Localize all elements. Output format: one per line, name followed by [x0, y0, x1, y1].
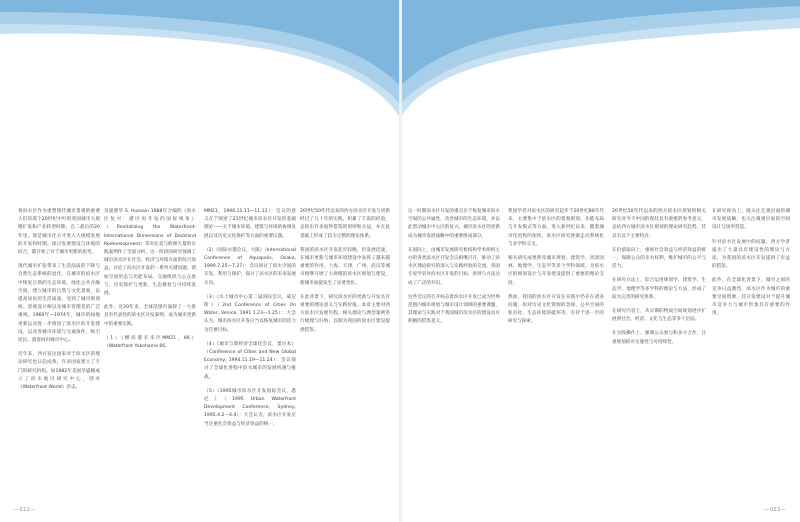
paragraph: 在研究视角上，既关注宏观层面的城市发展战略，也关注微观层面的空间设计与场所营造。 [712, 209, 790, 231]
right-page-column-2 [508, 208, 604, 498]
paragraph: 现代城市扩张带来了生活品质的下降与自然生态系统的退化，在城市的滨水区中恢复自然的生态环境，绿化公共开敞空间，建立城市的自然与文化景观，以提高居民的生活质量，受到了城市规划师、景观设计师以及城市管理者的广泛重视。1960年—1974年，城市的绿地更新运动进一步推进了滨水区的开发建设，以改善城市环境与交通条件，吸引居民、游客回归城市中心。 [18, 264, 100, 344]
paragraph: 在此背景下，研究滨水区的更新与开发具有重要的理论意义与实践价值。本章主要对西方滨水区发展历程、相关理论与典型案例进行梳理与归纳，以期为我国的滨水区建设提供借鉴。 [300, 294, 390, 333]
paragraph: 20世纪50年代以来的西方滨水区开发与更新经过了几十年的实践，积累了丰富的经验，总结出许多值得借鉴的原则和方法，并在此基础上形成了较为完整的理论体系。 [300, 209, 390, 239]
paragraph: 及爱德华 S. Hussain 1988年合编的《滨水区复兴：港区再开发的国际视角》（Revitalizing the Waterfront: International Dimensions of Dockland Redevelopment）等对北美与欧洲大量的实践案例作了全面分析。这一阶段的研究强调了城市滨水区在社会、经济与环境方面的综合效益，讨论了滨水区开发的一系列关键问题，诸如空间形态与功能布局、交通组织与公众参与、历史保护与更新、生态修复与可持续发展。 [104, 209, 196, 297]
paragraph: MM21，1996.11.11—11.12）：会议的意义在于阐述了21世纪城市滨水区开发的基础理论——关于城市环境、建筑与环境的协调发展以及历史文化保护等方面的重要议题。 [204, 209, 296, 239]
paragraph: 这一时期滨水区开发的重点在于恢复城市滨水空间的公共属性，改善城市的生态环境，并以此带动城市中心区的复兴。城市滨水区的更新成为城市发展战略中的重要组成部分。 [408, 209, 500, 239]
right-page-column-3 [612, 208, 706, 498]
paragraph: 近年来，西方发达国家对于滨水区的理论研究也日趋成熟，许多国家建立了专门的研究机构。如1982年美国华盛顿成立了滨水地区研究中心，创办《Waterfront World》杂志。 [18, 352, 100, 391]
paragraph: 将滨水区作为重塑现代城市景观的重要人们的那个20世纪中叶的英国城市大规模扩张和产业转型时期，自二战后的20年里，那是城市化方才进入大规模发展的开发和时期。探讨发展建设与环境的结合，都开始了对于城市更新的思考。 [18, 209, 100, 256]
paragraph: 我国的滨水区开发起步较晚，但发展迅速，在城市更新与城市环境建设中发挥了越来越重要的作用。上海、天津、广州、武汉等城市相继开展了大规模的滨水区规划与建设，使城市面貌发生了显著变化。 [300, 247, 390, 286]
page-number-value: 022 [19, 507, 31, 513]
paragraph: 在实践操作上，强调公众参与和多方合作，注重规划的可实施性与可持续性。 [612, 331, 706, 345]
left-page-column-3 [204, 208, 296, 498]
paragraph: （3）《水上城市中心第二届国际会议，威尼斯》（2nd Conference of Cities On Water, Venice, 1991.1.23—1.25）：大会认为，城市滨水区开发应当以恢复城市的活力为首要目标。 [204, 294, 296, 333]
paragraph: 在价值取向上，重视社会效益与经济效益的统一，保障公众的亲水权利，维护城市的公平与活力。 [612, 247, 706, 270]
paragraph: 此外，近20年来，全球范围内涌现了一大批具有代表性的滨水区开发案例，成为城市更新中的重要实践。 [104, 305, 196, 327]
left-page-column-2 [104, 208, 196, 498]
paragraph: 相关研究成果涉及城市规划、建筑学、风景园林、地理学、生态学等多个学科领域，为滨水区的规划设计与开发建设提供了重要的理论支持。 [508, 256, 604, 286]
paragraph: 在国际上，由城市发展研究机构和学术组织主办的各类滨水区开发会议相继召开，推动了滨水区理论研究的深入与实践经验的交流，各国专家学者对滨水区开发的目标、原则与方法达成了广泛的共识。 [408, 247, 500, 286]
page-number-left: —022— [14, 507, 36, 513]
paragraph: 此外，在全球化背景下，城市之间的竞争日益激烈，滨水区作为城市的重要空间资源，其开发建设对于提升城市竞争力与城市形象具有重要的作用。 [712, 278, 790, 317]
paragraph: （4）《城市与新经济全球化会议，墨尔本》（Conference of Cities and New Global Economy, 1994.11.19—11.24）：会议探讨了全球化进程中滨水城市的发展机遇与挑战。 [204, 341, 296, 380]
paragraph: 针对滨水区发展中的问题，西方学者提出了大量具有建设性的理论与方法，为我国的滨水区开发提供了有益的借鉴。 [712, 239, 790, 270]
right-page-column-1 [408, 208, 500, 498]
left-page-column-4 [300, 208, 390, 498]
paragraph: 20世纪50年代以来的西方滨水区规划的相关研究对今天中国的现状具有重要的参考意义，总结西方城市滨水区规划的理论研究趋势，其具有以下主要特点： [612, 209, 706, 239]
right-page-column-4 [712, 208, 790, 498]
paragraph: 我国学者对滨水区的研究起步于20世纪80年代末，主要集中于滨水区的景观规划、功能布局与开发模式等方面。进入新世纪以来，随着城市化进程的加快，滨水区研究逐渐走向系统化与多学科交叉。 [508, 209, 604, 247]
left-page-column-1 [18, 208, 100, 498]
paragraph: （1）《横滨港未来区MM21，66》（Waterfront Yokohama 66, [104, 335, 196, 350]
page-number-value: 023 [769, 507, 781, 513]
paragraph: 在研究内容上，从早期的物质空间规划逐步扩展到社会、经济、文化与生态等多个层面。 [612, 309, 706, 323]
paragraph: （2）《国际水都会议，大阪》（International Conference of Aquapolis, Osaka, 1990.7.25—7.27）：会议研讨了滨水空间的开发、利用与保护，探讨了滨水区的未来发展方向。 [204, 247, 296, 286]
paragraph: 在研究方法上，综合运用规划学、建筑学、生态学、地理学等多学科的理论与方法，形成了较为完善的研究体系。 [612, 278, 706, 300]
paragraph: 这些会议的召开标志着滨水区开发已成为世界范围内城市规划与城市设计领域的重要课题，其理论与实践对于我国城市滨水区的建设具有积极的借鉴意义。 [408, 294, 500, 325]
paragraph: （5）《1995城市滨水区开发国际会议，悉尼》（1995 Urban Waterfront Development Conference, Sydney, 1995.4.2—4.4）：大会认为，滨水区开发应当注重社会效益与经济效益的统一。 [204, 388, 296, 427]
paragraph: 然而，我国的滨水区开发在实践中仍存在诸多问题，如对历史文化资源的忽视、公共空间的私有化、生态环境的破坏等，有待于进一步的研究与探索。 [508, 294, 604, 325]
page-number-right: —023— [764, 507, 786, 513]
page-gutter [399, 0, 402, 522]
